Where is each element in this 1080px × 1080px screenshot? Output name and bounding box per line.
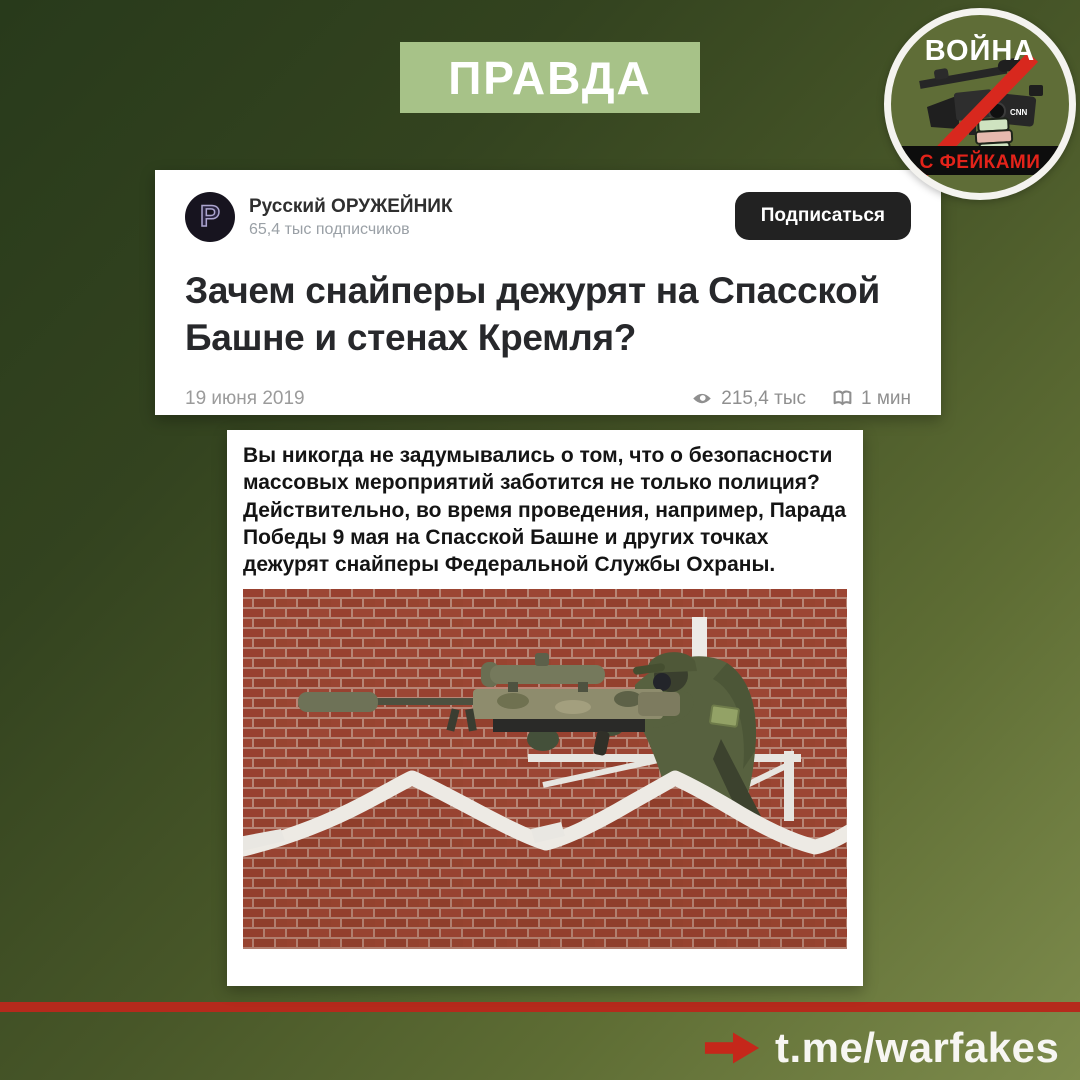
read-time-book-icon (832, 390, 853, 407)
cnn-label: CNN (1010, 108, 1028, 117)
channel-name[interactable]: Русский ОРУЖЕЙНИК (249, 196, 453, 218)
article-title: Зачем снайперы дежурят на Спасской Башне и стенах Кремля? (185, 270, 880, 358)
views-eye-icon (691, 391, 713, 406)
telegram-link[interactable]: t.me/warfakes (775, 1024, 1060, 1071)
views-count: 215,4 тыс (721, 387, 806, 409)
footer-divider-line (0, 1002, 1080, 1012)
subscribe-button[interactable]: Подписаться (735, 192, 911, 240)
article-paragraph: Вы никогда не задумывались о том, что о безопасности массовых мероприятий заботится не только полиция? Действительно, во время проведения, например, Парада Победы 9 мая на Спасской Башне и других точках дежурят снайперы Федеральной Службы Охраны. (243, 444, 847, 577)
channel-meta (249, 195, 453, 239)
channel-subscribers: 65,4 тыс подписчиков (249, 220, 410, 238)
read-time: 1 мин (860, 387, 911, 409)
sniper-photo (243, 588, 847, 950)
article-date: 19 июня 2019 (185, 387, 305, 409)
article-header-card (155, 170, 941, 415)
channel-avatar[interactable] (185, 192, 235, 242)
avatar-letter: Р (199, 200, 220, 233)
article-stats (691, 388, 911, 410)
logo-title: ВОЙНА (924, 35, 1036, 67)
article-content-card (227, 430, 863, 986)
logo-subtitle: С ФЕЙКАМИ (919, 152, 1041, 173)
arrow-right-icon (703, 1030, 761, 1066)
war-on-fakes-logo (884, 8, 1076, 200)
truth-badge (400, 42, 700, 113)
truth-badge-label: ПРАВДА (448, 51, 652, 104)
footer-link-row (703, 1024, 1059, 1072)
article-meta-row (185, 388, 911, 410)
